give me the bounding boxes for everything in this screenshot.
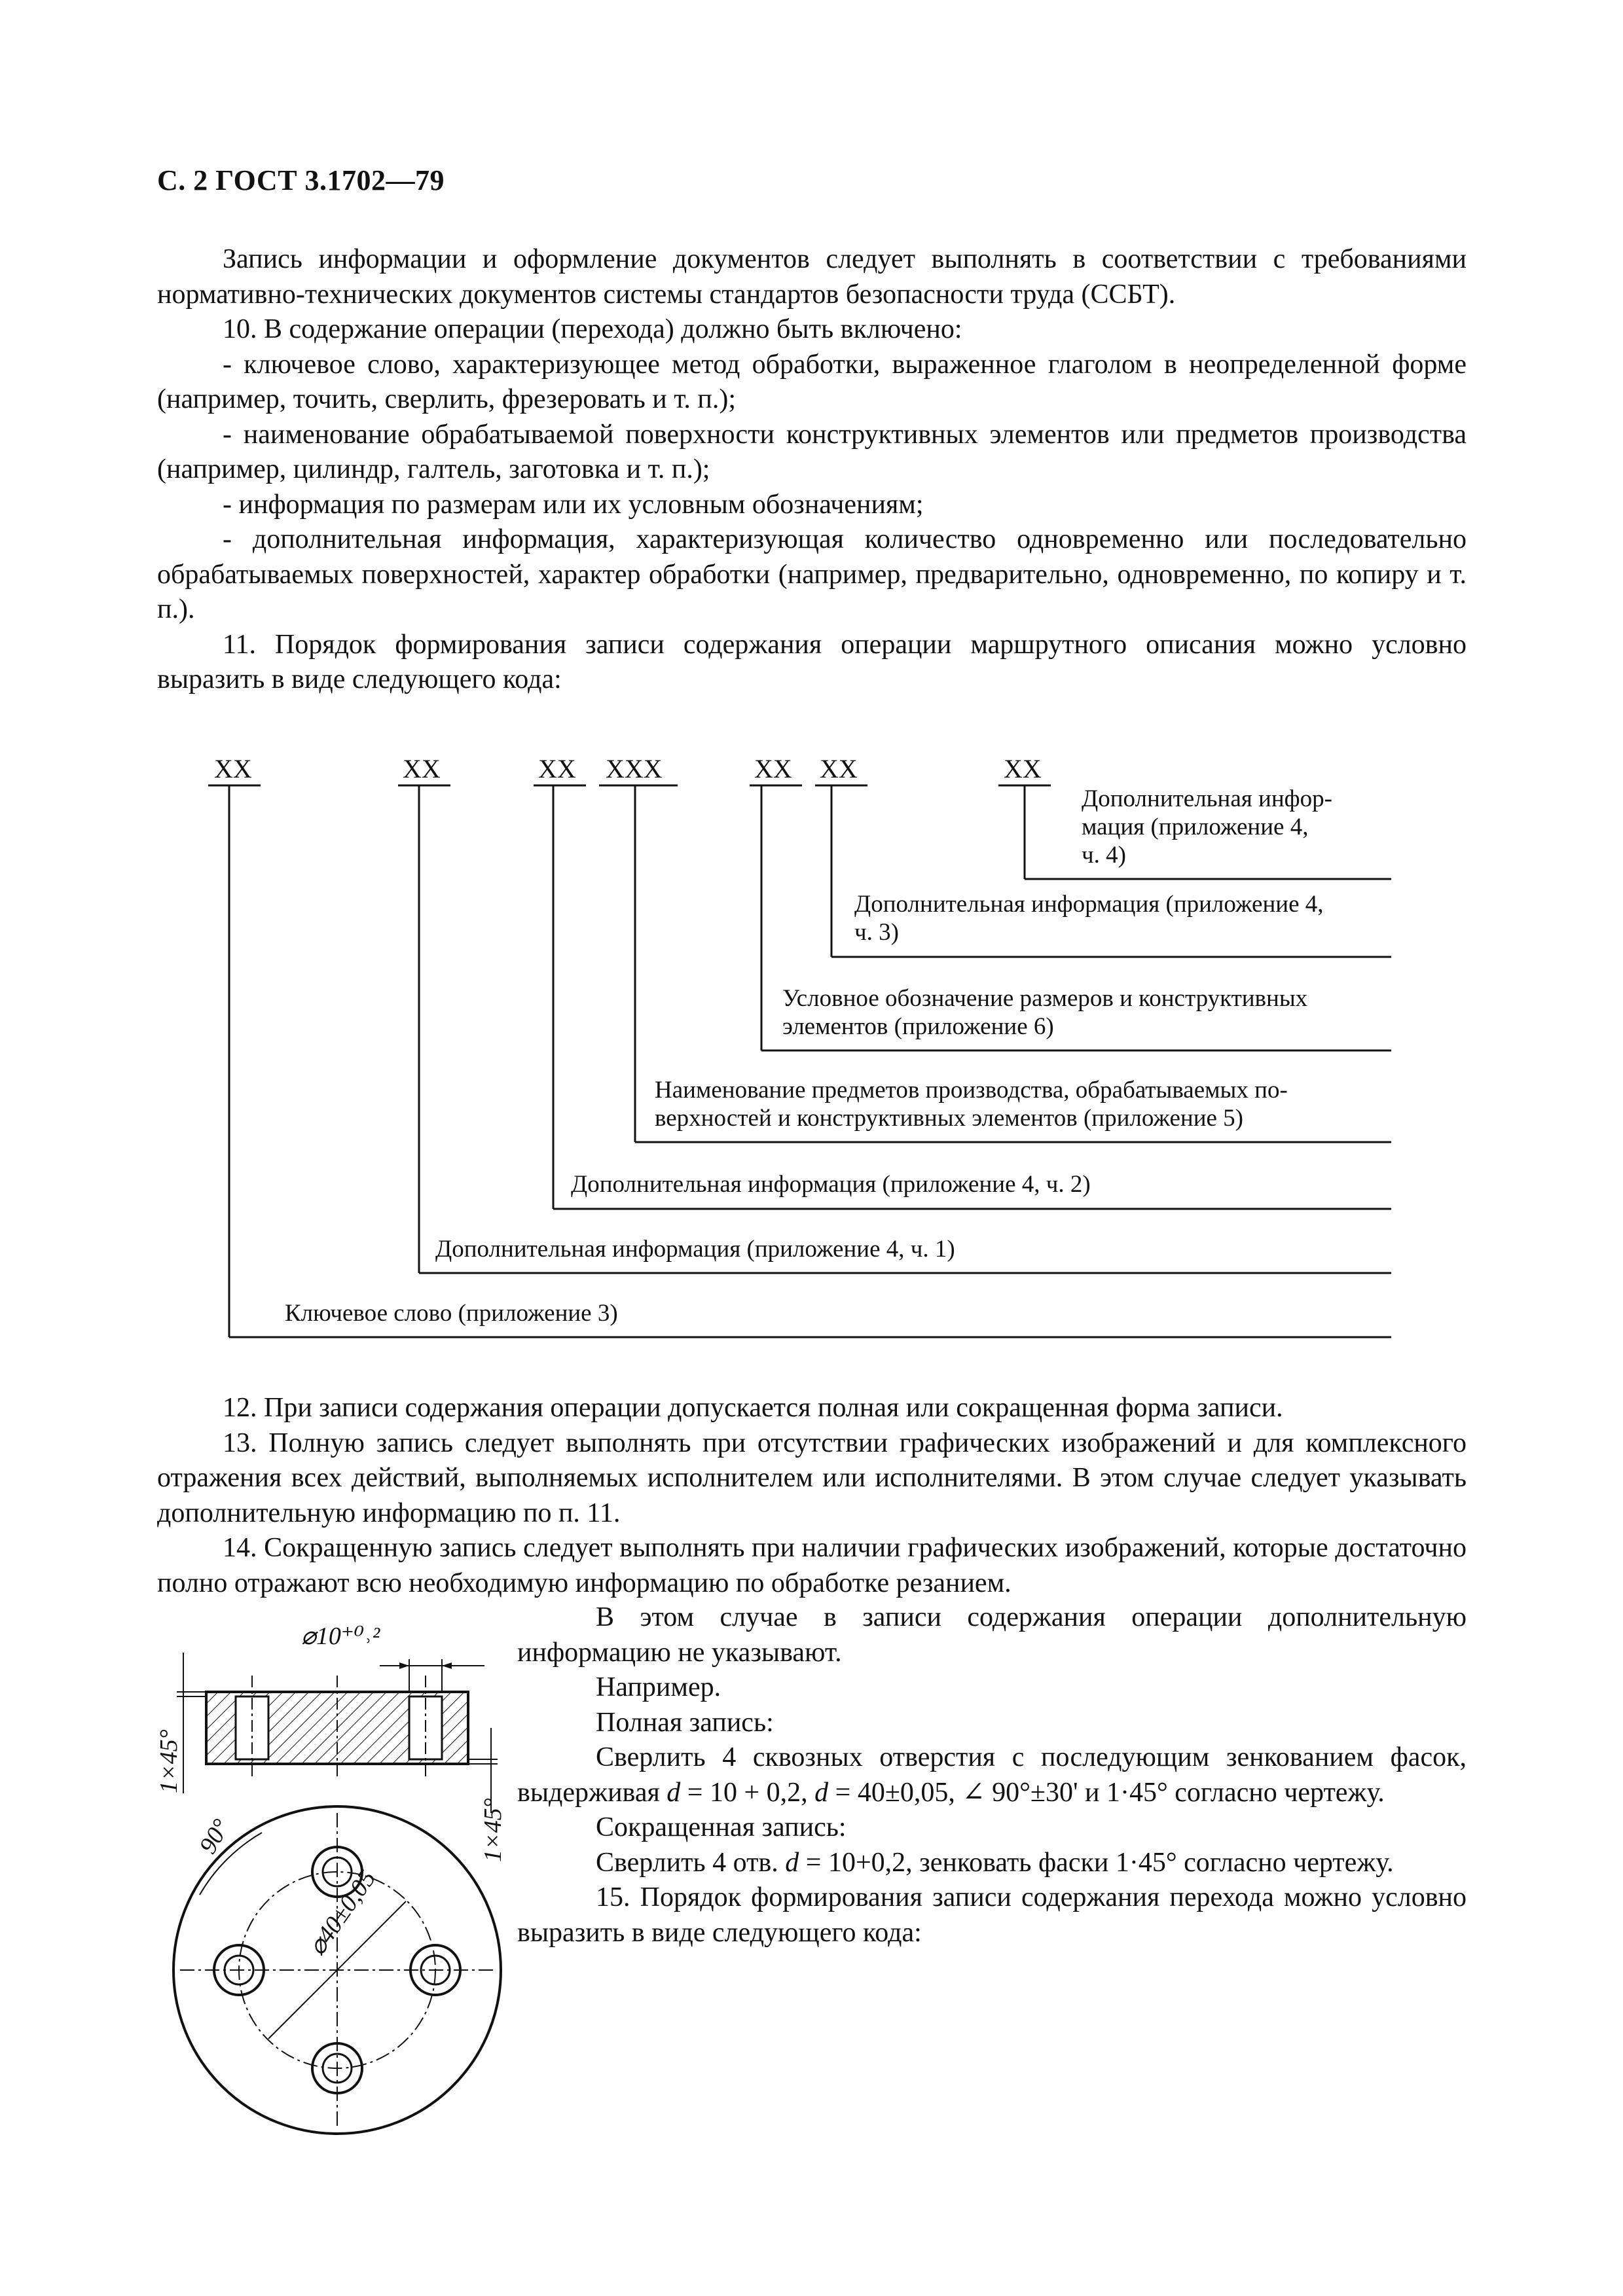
chamfer-dim-right: 1×45°	[479, 1798, 507, 1862]
right-column-text	[517, 1600, 1467, 1950]
paragraph: Например.	[596, 1672, 721, 1702]
diagram-label: элементов (приложение 6)	[782, 1013, 1054, 1040]
diagram-label: мация (приложение 4,	[1082, 814, 1309, 840]
paragraph: - ключевое слово, характеризующее метод обработки, выраженное глаголом в неопределенной форме (например, точить, сверлить, фрезеровать и т. п.);	[157, 349, 1467, 414]
diagram-label: верхностей и конструктивных элементов (приложение 5)	[655, 1105, 1244, 1132]
hole-diameter-dim: ⌀10⁺⁰˒²	[301, 1623, 380, 1650]
diagram-label: ч. 4)	[1082, 842, 1126, 869]
paragraph: 11. Порядок формирования записи содержания операции маршрутного описания можно условно выразить в виде следующего кода:	[157, 629, 1467, 694]
plan-view	[173, 1806, 501, 2134]
angle-dim: 90°	[194, 1814, 236, 1859]
diagram-label: Дополнительная информация (приложение 4, ч. 1)	[435, 1236, 955, 1263]
diagram-label: Дополнительная инфор-	[1082, 785, 1332, 812]
paragraph: Полная запись:	[596, 1707, 774, 1738]
diagram-label: Ключевое слово (приложение 3)	[285, 1300, 618, 1327]
paragraph: Сверлить 4 сквозных отверстия с последующим зенкованием фасок, выдерживая d = 10 + 0,2, d = 40±0,05, ∠ 90°±30' и 1·45° согласно чертежу.	[517, 1742, 1467, 1808]
paragraph: Сверлить 4 отв. d = 10+0,2, зенковать фаски 1·45° согласно чертежу.	[596, 1847, 1394, 1878]
paragraph: 12. При записи содержания операции допускается полная или сокращенная форма записи.	[223, 1393, 1283, 1423]
diagram-label: Дополнительная информация (приложение 4,	[854, 891, 1324, 918]
chamfer-dim-left: 1×45°	[155, 1729, 183, 1793]
paragraph: 14. Сокращенную запись следует выполнять при наличии графических изображений, которые достаточно полно отражают всю необходимую информацию по обработке резанием.	[157, 1533, 1467, 1598]
code-label: XX	[214, 754, 252, 783]
diagram-label: Условное обозначение размеров и конструктивных	[782, 985, 1308, 1012]
code-label: XX	[538, 754, 576, 783]
paragraph: - дополнительная информация, характеризующая количество одновременно или последовательно обрабатываемых поверхностей, характер обработки (например, предварительно, одновременно, по копиру и т. п.).	[157, 524, 1467, 624]
paragraph: - информация по размерам или их условным обозначениям;	[223, 489, 924, 520]
code-label: XX	[1004, 754, 1042, 783]
paragraph: - наименование обрабатываемой поверхности конструктивных элементов или предметов производства (например, цилиндр, галтель, заготовка и т. п.);	[157, 419, 1467, 484]
code-label: XX	[403, 754, 441, 783]
code-label: XXX	[606, 754, 663, 783]
diagram-label: Дополнительная информация (приложение 4, ч. 2)	[571, 1171, 1091, 1198]
diagram-label: ч. 3)	[854, 919, 899, 946]
paragraph: В этом случае в записи содержания операции дополнительную информацию не указывают.	[517, 1602, 1467, 1668]
circle-diameter-dim: ⌀40±0,05	[302, 1865, 382, 1961]
part-drawing	[144, 1597, 511, 2160]
paragraph: 13. Полную запись следует выполнять при отсутствии графических изображений и для комплексного отражения всех действий, выполняемых исполнителем или исполнителями. В этом случае следует указывать дополнительную информацию по п. 11.	[157, 1427, 1467, 1528]
code-label: XX	[754, 754, 792, 783]
page-header: С. 2 ГОСТ 3.1702—79	[157, 164, 445, 196]
paragraph: 10. В содержание операции (перехода) должно быть включено:	[223, 314, 962, 344]
paragraph: Запись информации и оформление документов следует выполнять в соответствии с требованиями нормативно-технических документов системы стандартов безопасности труда (ССБТ).	[157, 244, 1467, 310]
code-label: XX	[820, 754, 858, 783]
section-view	[177, 1653, 498, 1813]
paragraph: Сокращенная запись:	[596, 1812, 847, 1842]
paragraph: 15. Порядок формирования записи содержания перехода можно условно выразить в виде следующего кода:	[517, 1882, 1467, 1948]
diagram-label: Наименование предметов производства, обрабатываемых по-	[655, 1077, 1288, 1103]
lower-text	[157, 1391, 1467, 1601]
